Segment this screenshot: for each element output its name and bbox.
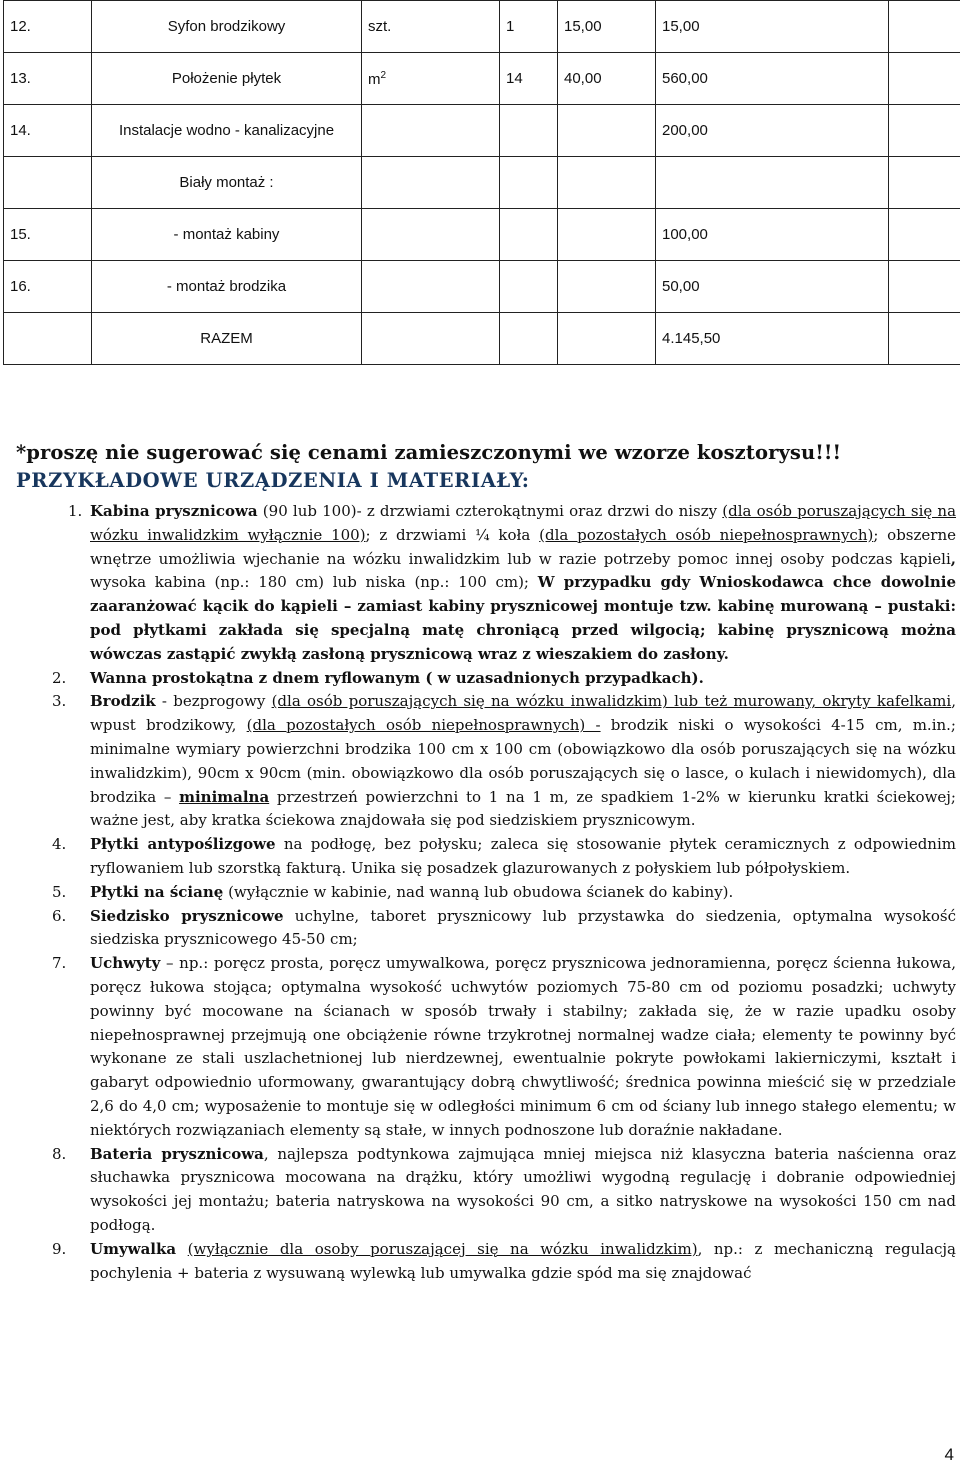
item-number: 7. bbox=[52, 954, 67, 973]
table-row bbox=[4, 157, 960, 209]
item-name: RAZEM bbox=[92, 313, 362, 365]
table-row bbox=[4, 209, 960, 261]
item-unit bbox=[362, 313, 500, 365]
item-title: Umywalka bbox=[90, 1239, 177, 1258]
item-title: Uchwyty bbox=[90, 954, 161, 973]
item-title: Wanna prostokątna z dnem ryflowanym ( w uzasadnionych przypadkach). bbox=[90, 668, 704, 687]
item-unit bbox=[362, 53, 500, 105]
item-total: 15,00 bbox=[656, 1, 889, 53]
item-unit bbox=[362, 157, 500, 209]
row-number: 16. bbox=[4, 261, 92, 313]
item-number: 3. bbox=[52, 692, 67, 711]
item-title: Brodzik bbox=[90, 692, 156, 711]
empty-cell bbox=[889, 53, 960, 105]
item-text-underlined: (dla osób poruszających się na wózku inwalidzkim) lub też murowany, okryty kafelkami bbox=[271, 692, 952, 711]
list-item bbox=[0, 690, 960, 833]
item-title: Kabina prysznicowa bbox=[90, 502, 258, 520]
table-row bbox=[4, 53, 960, 105]
empty-cell bbox=[889, 105, 960, 157]
item-number: 6. bbox=[52, 906, 67, 925]
item-text: ; z drzwiami ¼ koła bbox=[365, 525, 540, 544]
item-price bbox=[558, 157, 656, 209]
item-quantity: 1 bbox=[500, 1, 558, 53]
item-text: (wyłącznie w kabinie, nad wanną lub obudowa ścianek do kabiny). bbox=[223, 882, 734, 901]
item-number: 8. bbox=[52, 1144, 67, 1163]
item-text-underlined: (wyłącznie dla osoby poruszającej się na wózku inwalidzkim) bbox=[187, 1239, 698, 1258]
list-item bbox=[0, 952, 960, 1142]
item-text: - bezprogowy bbox=[155, 692, 272, 711]
item-price bbox=[558, 105, 656, 157]
item-text-underlined: (dla osób poruszających się na wózku inwalidzkim wyłącznie 100) bbox=[90, 502, 957, 544]
table-row bbox=[4, 313, 960, 365]
item-number: 1. bbox=[68, 502, 83, 520]
item-total: 200,00 bbox=[656, 105, 889, 157]
unit-label: szt. bbox=[368, 18, 392, 35]
item-quantity bbox=[500, 209, 558, 261]
item-number: 9. bbox=[52, 1239, 67, 1258]
row-number: 14. bbox=[4, 105, 92, 157]
item-text bbox=[176, 1240, 188, 1258]
list-item bbox=[0, 833, 960, 881]
list-item bbox=[0, 881, 960, 905]
item-text: ; obszerne wnętrze umożliwia wjechanie na wózku inwalidzkim lub w razie potrzeby pomoc innej osoby podczas kąpieli bbox=[90, 525, 956, 568]
item-text: , wpust brodzikowy, bbox=[90, 692, 956, 735]
empty-cell bbox=[889, 1, 960, 53]
unit-label: m bbox=[368, 70, 381, 88]
item-text-emphasis: minimalna bbox=[179, 787, 270, 806]
item-title: Siedzisko prysznicowe bbox=[90, 906, 284, 925]
empty-cell bbox=[889, 261, 960, 313]
item-unit bbox=[362, 105, 500, 157]
equipment-list bbox=[0, 500, 960, 1285]
page-number: 4 bbox=[944, 1445, 954, 1464]
price-note: *proszę nie sugerować się cenami zamieszczonymi we wzorze kosztorysu!!! bbox=[16, 441, 842, 464]
item-quantity: 14 bbox=[500, 53, 558, 105]
item-total: 560,00 bbox=[656, 53, 889, 105]
item-price bbox=[558, 261, 656, 313]
item-text-bold: W przypadku gdy Wnioskodawca chce dowolnie zaaranżować kącik do kąpieli – zamiast kabiny prysznicowej montuje tzw. kabinę murowaną – pustaki: pod płytkami zakłada się specjalną matę chroniącą przed wilgocią; kabinę prysznicową można wówczas zastąpić zwykłą zasłoną prysznicową wraz z wieszakiem do zasłony. bbox=[90, 573, 956, 663]
item-unit bbox=[362, 261, 500, 313]
section-heading: PRZYKŁADOWE URZĄDZENIA I MATERIAŁY: bbox=[16, 469, 530, 492]
cost-table bbox=[3, 0, 960, 365]
item-quantity bbox=[500, 313, 558, 365]
item-number: 4. bbox=[52, 835, 67, 854]
row-number bbox=[4, 313, 92, 365]
item-title: Płytki antypoślizgowe bbox=[90, 835, 276, 854]
item-name: Instalacje wodno - kanalizacyjne bbox=[92, 105, 362, 157]
row-number: 13. bbox=[4, 53, 92, 105]
table-row bbox=[4, 105, 960, 157]
list-item bbox=[0, 905, 960, 953]
empty-cell bbox=[889, 209, 960, 261]
item-text: brodzik niski o wysokości 4-15 cm, m.in.; minimalne wymiary powierzchni brodzika 100 cm x 100 cm (obowiązkowo dla osób poruszających się na wózku inwalidzkim), 90cm x 90cm (min. obowiązkowo dla osób poruszających się o lasce, o kulach i niewidomych), dla brodzika – bbox=[90, 716, 956, 806]
table-row bbox=[4, 1, 960, 53]
item-text: , np.: z mechaniczną regulacją pochylenia + bateria z wysuwaną wylewką lub umywalka gdzie spód ma się znajdować bbox=[90, 1239, 957, 1282]
item-text: na podłogę, bez połysku; zaleca się stosowanie płytek ceramicznych z odpowiednim ryflowaniem lub szorstką fakturą. Unika się posadzek glazurowanych z połyskiem lub półpołyskiem. bbox=[90, 835, 956, 877]
table-row bbox=[4, 261, 960, 313]
item-text-underlined: (dla pozostałych osób niepełnosprawnych) - bbox=[246, 716, 601, 735]
item-name: Syfon brodzikowy bbox=[92, 1, 362, 53]
row-number bbox=[4, 157, 92, 209]
item-text: uchylne, taboret prysznicowy lub przystawka do siedzenia, optymalna wysokość siedziska prysznicowego 45-50 cm; bbox=[90, 906, 956, 949]
item-unit bbox=[362, 1, 500, 53]
item-number: 5. bbox=[52, 882, 67, 901]
item-title: Bateria prysznicowa bbox=[90, 1144, 264, 1163]
item-number: 2. bbox=[52, 668, 67, 687]
item-name: Biały montaż : bbox=[92, 157, 362, 209]
item-total: 100,00 bbox=[656, 209, 889, 261]
item-text: wysoka kabina (np.: 180 cm) lub niska (np.: 100 cm); bbox=[90, 573, 538, 592]
item-price bbox=[558, 209, 656, 261]
item-name: - montaż brodzika bbox=[92, 261, 362, 313]
item-quantity bbox=[500, 105, 558, 157]
list-item bbox=[0, 1143, 960, 1238]
item-text: (90 lub 100)- z drzwiami czterokątnymi oraz drzwi do niszy bbox=[257, 502, 723, 520]
list-item bbox=[0, 500, 960, 667]
item-total: 50,00 bbox=[656, 261, 889, 313]
item-text: przestrzeń powierzchni to 1 na 1 m, ze spadkiem 1-2% w kierunku kratki ściekowej; ważne jest, aby kratka ściekowa znajdowała się pod siedziskiem prysznicowym. bbox=[90, 787, 956, 830]
item-quantity bbox=[500, 157, 558, 209]
item-name: - montaż kabiny bbox=[92, 209, 362, 261]
item-text-underlined: (dla pozostałych osób niepełnosprawnych) bbox=[539, 525, 874, 544]
empty-cell bbox=[889, 313, 960, 365]
item-price: 40,00 bbox=[558, 53, 656, 105]
item-price bbox=[558, 313, 656, 365]
unit-superscript: 2 bbox=[380, 69, 387, 81]
item-quantity bbox=[500, 261, 558, 313]
list-item bbox=[0, 667, 960, 691]
row-number: 12. bbox=[4, 1, 92, 53]
item-name: Położenie płytek bbox=[92, 53, 362, 105]
row-number: 15. bbox=[4, 209, 92, 261]
item-text: – np.: poręcz prosta, poręcz umywalkowa, poręcz prysznicowa jednoramienna, poręcz ścienna łukowa, poręcz łukowa stojąca; optymalna wysokość uchwytów poziomych 75-80 cm od poziomu posadzki; uchwyty powinny być mocowane na ścianach w sposób trwały i stabilny; zakłada się, że w razie upadku osoby niepełnosprawnej przejmują one obciążenie równe trzykrotnej normalnej wadze ciała; elementy te powinny być wykonane ze stali uszlachetnionej lub nierdzewnej, ewentualnie pokryte powłokami lakierniczymi, kształt i gabaryt odpowiednio uformowany, gwarantujący dobrą chwytliwość; średnica powinna mieścić się w przedziale 2,6 do 4,0 cm; wyposażenie to montuje się w odległości minimum 6 cm od ściany lub innego stałego elementu; w niektórych rozwiązaniach elementy są stałe, w innych podnoszone lub doraźnie nakładane. bbox=[90, 954, 956, 1139]
item-total bbox=[656, 157, 889, 209]
list-item bbox=[0, 1238, 960, 1286]
empty-cell bbox=[889, 157, 960, 209]
item-price: 15,00 bbox=[558, 1, 656, 53]
item-text-bold: , bbox=[950, 549, 956, 568]
item-text: , najlepsza podtynkowa zajmująca mniej miejsca niż klasyczna bateria naścienna oraz słuchawka prysznicowa mocowana na drążku, który umożliwi wygodną regulację i dobranie odpowiedniej wysokości jej montażu; bateria natryskowa na wysokości 90 cm, a sitko natryskowe na wysokości 150 cm nad podłogą. bbox=[90, 1144, 957, 1234]
item-unit bbox=[362, 209, 500, 261]
item-title: Płytki na ścianę bbox=[90, 882, 224, 901]
item-total: 4.145,50 bbox=[656, 313, 889, 365]
